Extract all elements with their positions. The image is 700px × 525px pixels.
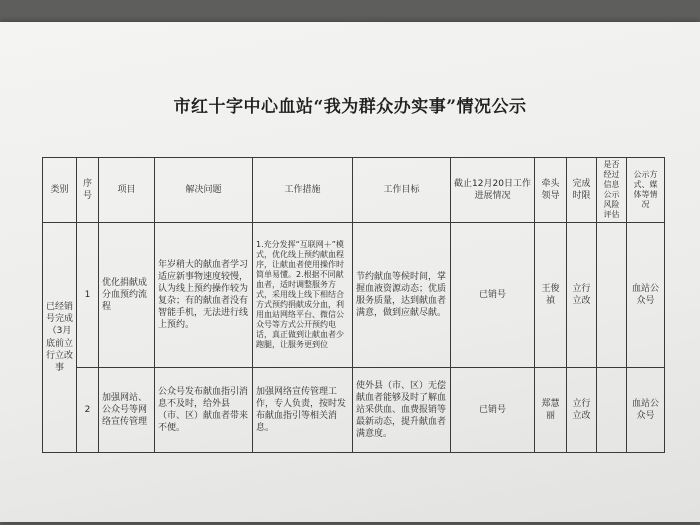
progress-cell: 已销号 [451,223,535,368]
risk-cell [597,223,627,368]
goal-cell: 节约献血等候时间，掌握血液资源动态；优质服务质量，达到献血者满意，做到应献尽献。 [353,223,451,368]
problem-cell: 年岁稍大的献血者学习适应新事物速度较慢，认为线上预约操作较为复杂；有的献血者没有智能手机，无法进行线上预约。 [155,223,253,368]
header-progress: 截止12月20日工作进展情况 [451,158,535,223]
header-measures: 工作措施 [253,158,353,223]
table-header-row [43,158,665,223]
table-row [43,368,665,453]
seq-cell: 2 [77,368,99,453]
header-item: 项目 [99,158,155,223]
goal-cell: 使外县（市、区）无偿献血者能够及时了解血站采供血、血费报销等最新动态，提升献血者满意度。 [353,368,451,453]
header-category: 类别 [43,158,77,223]
header-goal: 工作目标 [353,158,451,223]
measures-cell: 1.充分发挥“互联网＋”模式，优化线上预约献血程序，让献血者使用操作时简单易懂。2.根据不同献血者，适时调整服务方式，采用线上线下相结合方式预约捐献成分血，利用血站网络平台、微信公众号等方式公开预约电话，真正做到让献血者少跑腿，让服务更到位 [253,223,353,368]
measures-cell: 加强网络宣传管理工作，专人负责，按时发布献血指引等相关消息。 [253,368,353,453]
deadline-cell: 立行立改 [567,223,597,368]
table-row [43,223,665,368]
item-cell: 优化捐献成分血预约流程 [99,223,155,368]
header-seq: 序号 [77,158,99,223]
header-problem: 解决问题 [155,158,253,223]
document-title: 市红十字中心血站“我为群众办实事”情况公示 [173,97,527,117]
problem-cell: 公众号发布献血指引消息不及时，给外县（市、区）献血者带来不便。 [155,368,253,453]
progress-cell: 已销号 [451,368,535,453]
header-leader: 牵头领导 [535,158,567,223]
publicity-cell: 血站公众号 [627,223,665,368]
publicity-cell: 血站公众号 [627,368,665,453]
header-deadline: 完成时限 [567,158,597,223]
deadline-cell: 立行立改 [567,368,597,453]
seq-cell: 1 [77,223,99,368]
header-publicity: 公示方式、媒体等情况 [627,158,665,223]
header-risk: 是否经过信息公示风险评估 [597,158,627,223]
category-cell: 已经销号完成（3月底前立行立改事 [43,223,77,453]
item-cell: 加强网站、公众号等网络宣传管理 [99,368,155,453]
document-page [0,22,700,522]
leader-cell: 郑慧丽 [535,368,567,453]
risk-cell [597,368,627,453]
leader-cell: 王俊禎 [535,223,567,368]
publicity-table [42,157,665,453]
